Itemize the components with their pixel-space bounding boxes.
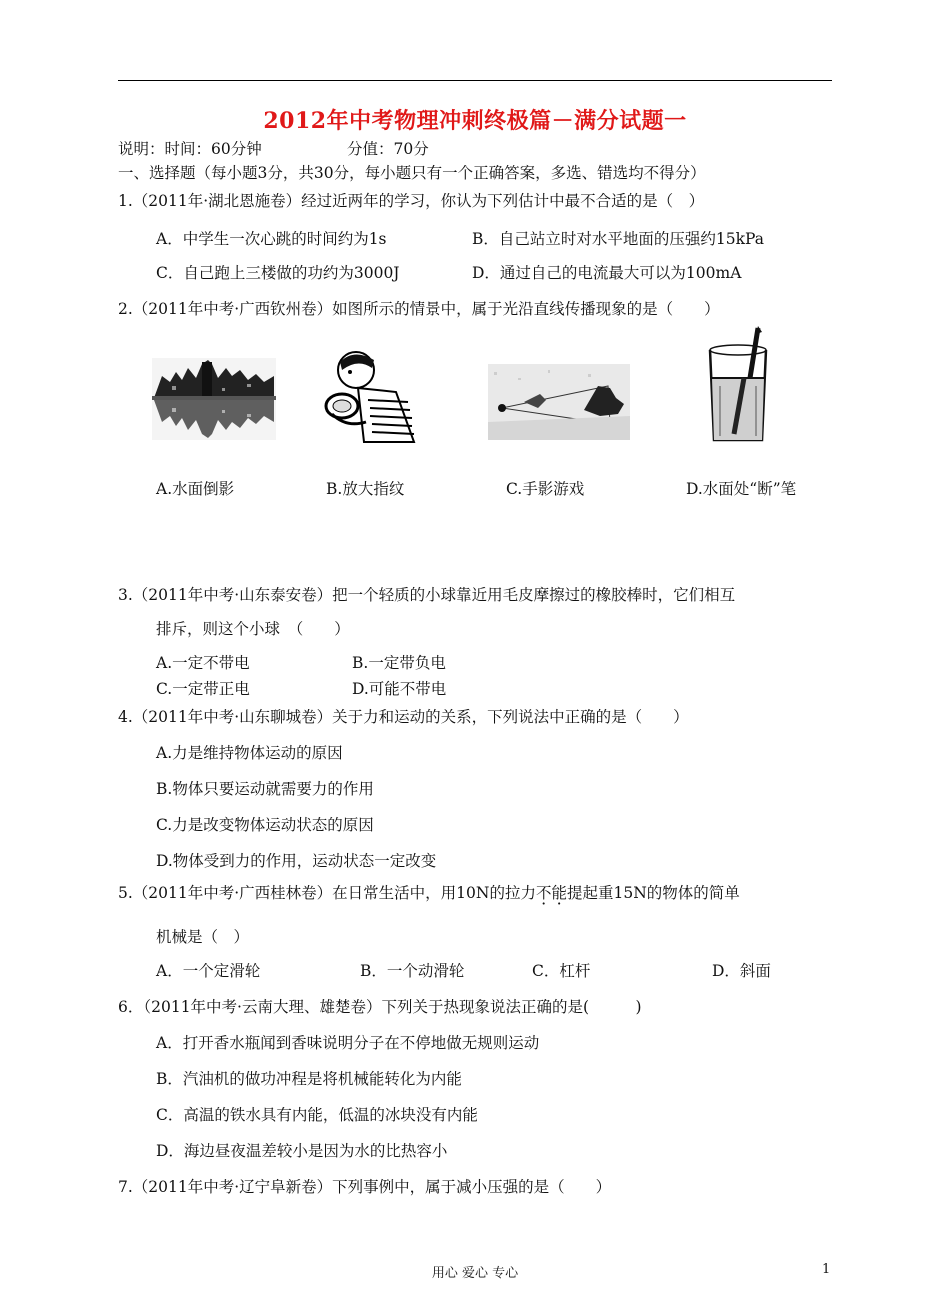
q2-option-b: B.放大指纹 xyxy=(326,480,405,498)
page-number: 1 xyxy=(822,1262,831,1277)
q1-option-a: A．中学生一次心跳的时间约为1s xyxy=(156,230,387,248)
time-info: 说明：时间：60分钟 xyxy=(118,140,262,158)
q5-stem-line2: 机械是（ ） xyxy=(156,928,250,946)
q6-option-c: C．高温的铁水具有内能，低温的冰块没有内能 xyxy=(156,1106,478,1124)
q6-stem: 6．（2011年中考·云南大理、雄楚卷）下列关于热现象说法正确的是( ) xyxy=(118,998,642,1016)
q6-option-d: D．海边昼夜温差较小是因为水的比热容小 xyxy=(156,1142,448,1160)
q5-emphasis-can: 能 xyxy=(551,884,567,902)
q4-option-d: D.物体受到力的作用，运动状态一定改变 xyxy=(156,852,437,870)
q2-stem: 2.（2011年中考·广西钦州卷）如图所示的情景中，属于光沿直线传播现象的是（ ） xyxy=(118,300,720,318)
q1-option-c: C．自己跑上三楼做的功约为3000J xyxy=(156,264,400,282)
q2-option-a: A.水面倒影 xyxy=(156,480,235,498)
q5-option-b: B．一个动滑轮 xyxy=(360,962,465,980)
q4-option-c: C.力是改变物体运动状态的原因 xyxy=(156,816,374,834)
q5-emphasis-not: 不 xyxy=(535,884,552,902)
q6-option-a: A．打开香水瓶闻到香味说明分子在不停地做无规则运动 xyxy=(156,1034,540,1052)
pen-in-water-image xyxy=(706,326,770,444)
page-title: 2012年中考物理冲刺终极篇－满分试题一 xyxy=(263,108,687,134)
reflection-image xyxy=(152,358,276,440)
footer-motto: 用心 爱心 专心 xyxy=(431,1266,519,1281)
q5-stem-post: 提起重15N的物体的简单 xyxy=(566,884,740,902)
q3-option-d: D.可能不带电 xyxy=(352,680,447,698)
q1-option-d: D．通过自己的电流最大可以为100mA xyxy=(472,264,742,282)
q5-option-d: D．斜面 xyxy=(712,962,771,980)
q4-stem: 4.（2011年中考·山东聊城卷）关于力和运动的关系，下列说法中正确的是（ ） xyxy=(118,708,689,726)
hand-shadow-image xyxy=(488,364,630,440)
q5-stem-pre: 5.（2011年中考·广西桂林卷）在日常生活中，用10N的拉力 xyxy=(118,884,536,902)
q2-option-c: C.手影游戏 xyxy=(506,480,585,498)
q5-option-c: C．杠杆 xyxy=(532,962,591,980)
q4-option-b: B.物体只要运动就需要力的作用 xyxy=(156,780,374,798)
q3-stem-line2: 排斥，则这个小球 （ ） xyxy=(156,620,350,638)
q6-option-b: B．汽油机的做功冲程是将机械能转化为内能 xyxy=(156,1070,462,1088)
q5-stem-line1 xyxy=(118,884,740,903)
q5-option-a: A．一个定滑轮 xyxy=(156,962,261,980)
q1-option-b: B．自己站立时对水平地面的压强约15kPa xyxy=(472,230,764,248)
header-rule xyxy=(118,80,832,81)
magnifier-image xyxy=(318,348,422,444)
q3-option-a: A.一定不带电 xyxy=(156,654,250,672)
q3-option-b: B.一定带负电 xyxy=(352,654,446,672)
q1-stem: 1.（2011年·湖北恩施卷）经过近两年的学习，你认为下列估计中最不合适的是（ ） xyxy=(118,192,705,210)
q3-stem-line1: 3.（2011年中考·山东泰安卷）把一个轻质的小球靠近用毛皮摩擦过的橡胶棒时，它们相互 xyxy=(118,586,736,604)
q7-stem: 7.（2011年中考·辽宁阜新卷）下列事例中，属于减小压强的是（ ） xyxy=(118,1178,612,1196)
section-heading: 一、选择题（每小题3分，共30分，每小题只有一个正确答案，多选、错选均不得分） xyxy=(118,164,706,182)
q4-option-a: A.力是维持物体运动的原因 xyxy=(156,744,343,762)
q2-option-d: D.水面处“断”笔 xyxy=(686,480,797,498)
q3-option-c: C.一定带正电 xyxy=(156,680,250,698)
score-info: 分值：70分 xyxy=(347,140,429,158)
